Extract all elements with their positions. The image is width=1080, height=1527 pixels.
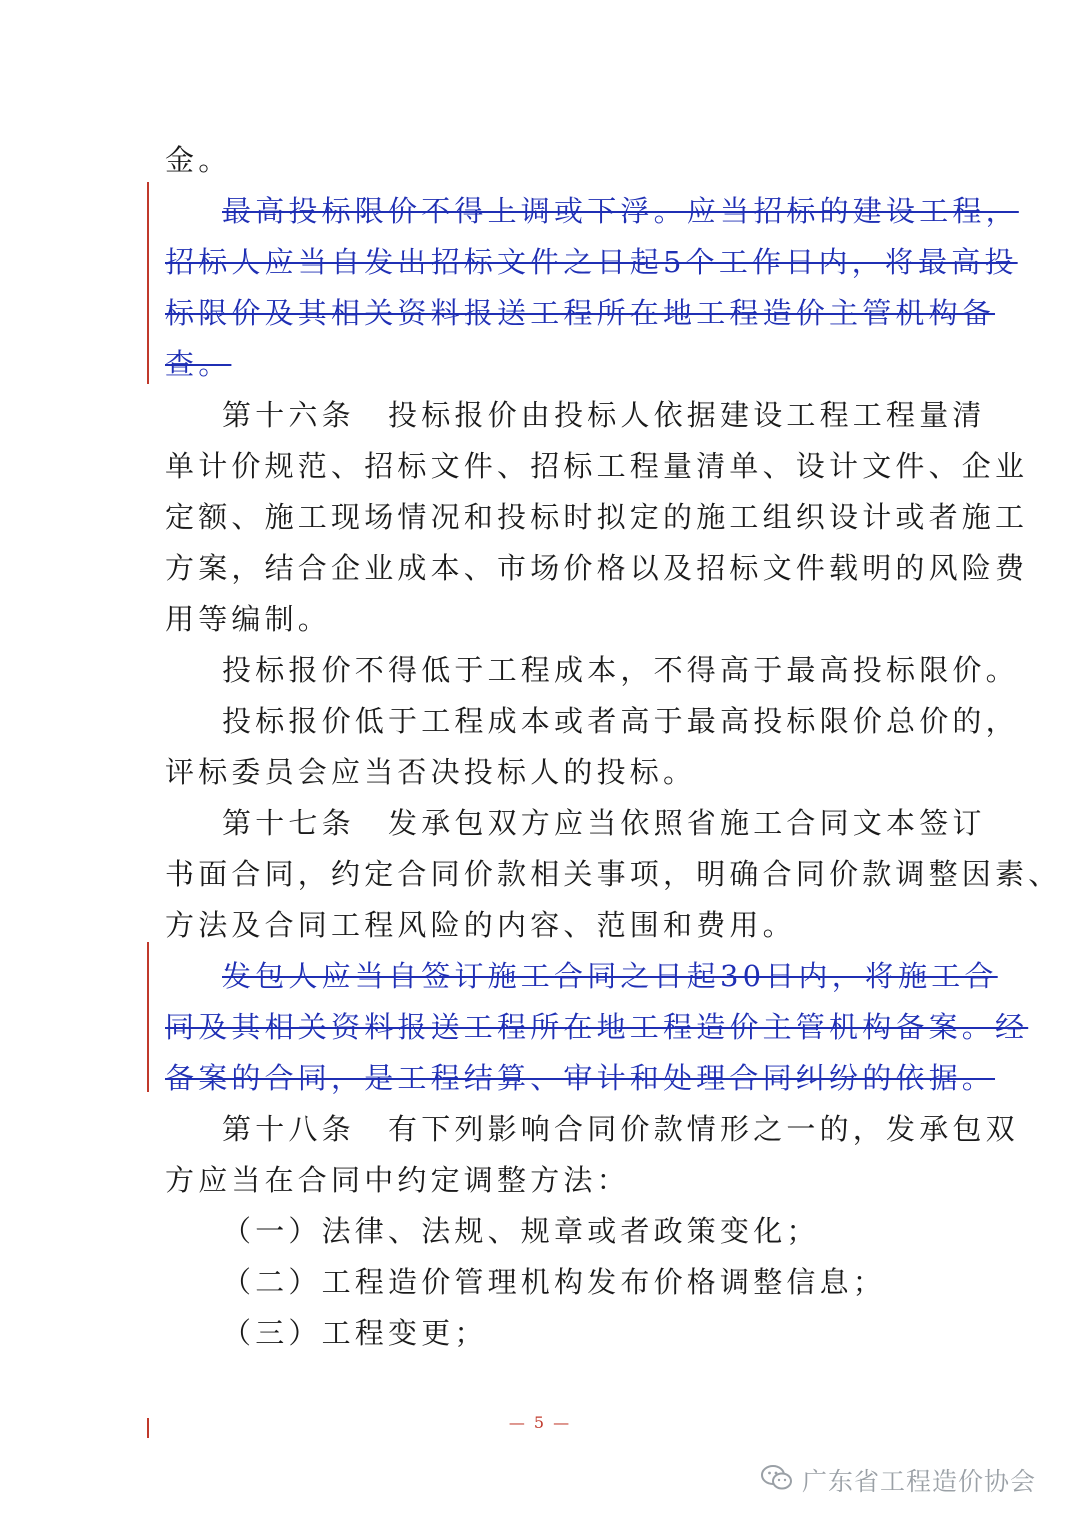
deleted-text-line: 最高投标限价不得上调或下浮。应当招标的建设工程， xyxy=(222,194,1019,228)
text-line: 书面合同，约定合同价款相关事项，明确合同价款调整因素、 xyxy=(165,857,1062,891)
deleted-text-line: 备案的合同，是工程结算、审计和处理合同纠纷的依据。 xyxy=(165,1061,996,1095)
page-number: — 5 — xyxy=(508,1413,572,1432)
article-heading-line: 第十六条 投标报价由投标人依据建设工程工程量清 xyxy=(222,398,986,432)
text-line: 评标委员会应当否决投标人的投标。 xyxy=(165,755,697,789)
deleted-text-line: 查。 xyxy=(165,347,232,381)
watermark xyxy=(760,1460,1036,1500)
text-line: 用等编制。 xyxy=(165,602,332,636)
text-line: 单计价规范、招标文件、招标工程量清单、设计文件、企业 xyxy=(165,449,1029,483)
text-line: 方应当在合同中约定调整方法： xyxy=(165,1163,630,1197)
text-line: 方法及合同工程风险的内容、范围和费用。 xyxy=(165,908,796,942)
list-item: （一）法律、法规、规章或者政策变化； xyxy=(222,1214,820,1248)
deleted-text-line: 招标人应当自发出招标文件之日起5个工作日内，将最高投 xyxy=(165,245,1018,279)
text-line: 投标报价不得低于工程成本，不得高于最高投标限价。 xyxy=(222,653,1019,687)
text-line: 金。 xyxy=(165,143,232,177)
deleted-text-line: 同及其相关资料报送工程所在地工程造价主管机构备案。经 xyxy=(165,1010,1029,1044)
text-line: 方案，结合企业成本、市场价格以及招标文件载明的风险费 xyxy=(165,551,1029,585)
list-item: （二）工程造价管理机构发布价格调整信息； xyxy=(222,1265,887,1299)
article-heading-line: 第十七条 发承包双方应当依照省施工合同文本签订 xyxy=(222,806,986,840)
deleted-text-line: 发包人应当自签订施工合同之日起30日内，将施工合 xyxy=(222,959,998,993)
text-line: 投标报价低于工程成本或者高于最高投标限价总价的， xyxy=(222,704,1019,738)
wechat-icon xyxy=(760,1463,794,1497)
text-line: 定额、施工现场情况和投标时拟定的施工组织设计或者施工 xyxy=(165,500,1029,534)
article-heading-line: 第十八条 有下列影响合同价款情形之一的，发承包双 xyxy=(222,1112,1019,1146)
deleted-text-line: 标限价及其相关资料报送工程所在地工程造价主管机构备 xyxy=(165,296,996,330)
list-item: （三）工程变更； xyxy=(222,1316,488,1350)
watermark-text: 广东省工程造价协会 xyxy=(802,1467,1037,1496)
